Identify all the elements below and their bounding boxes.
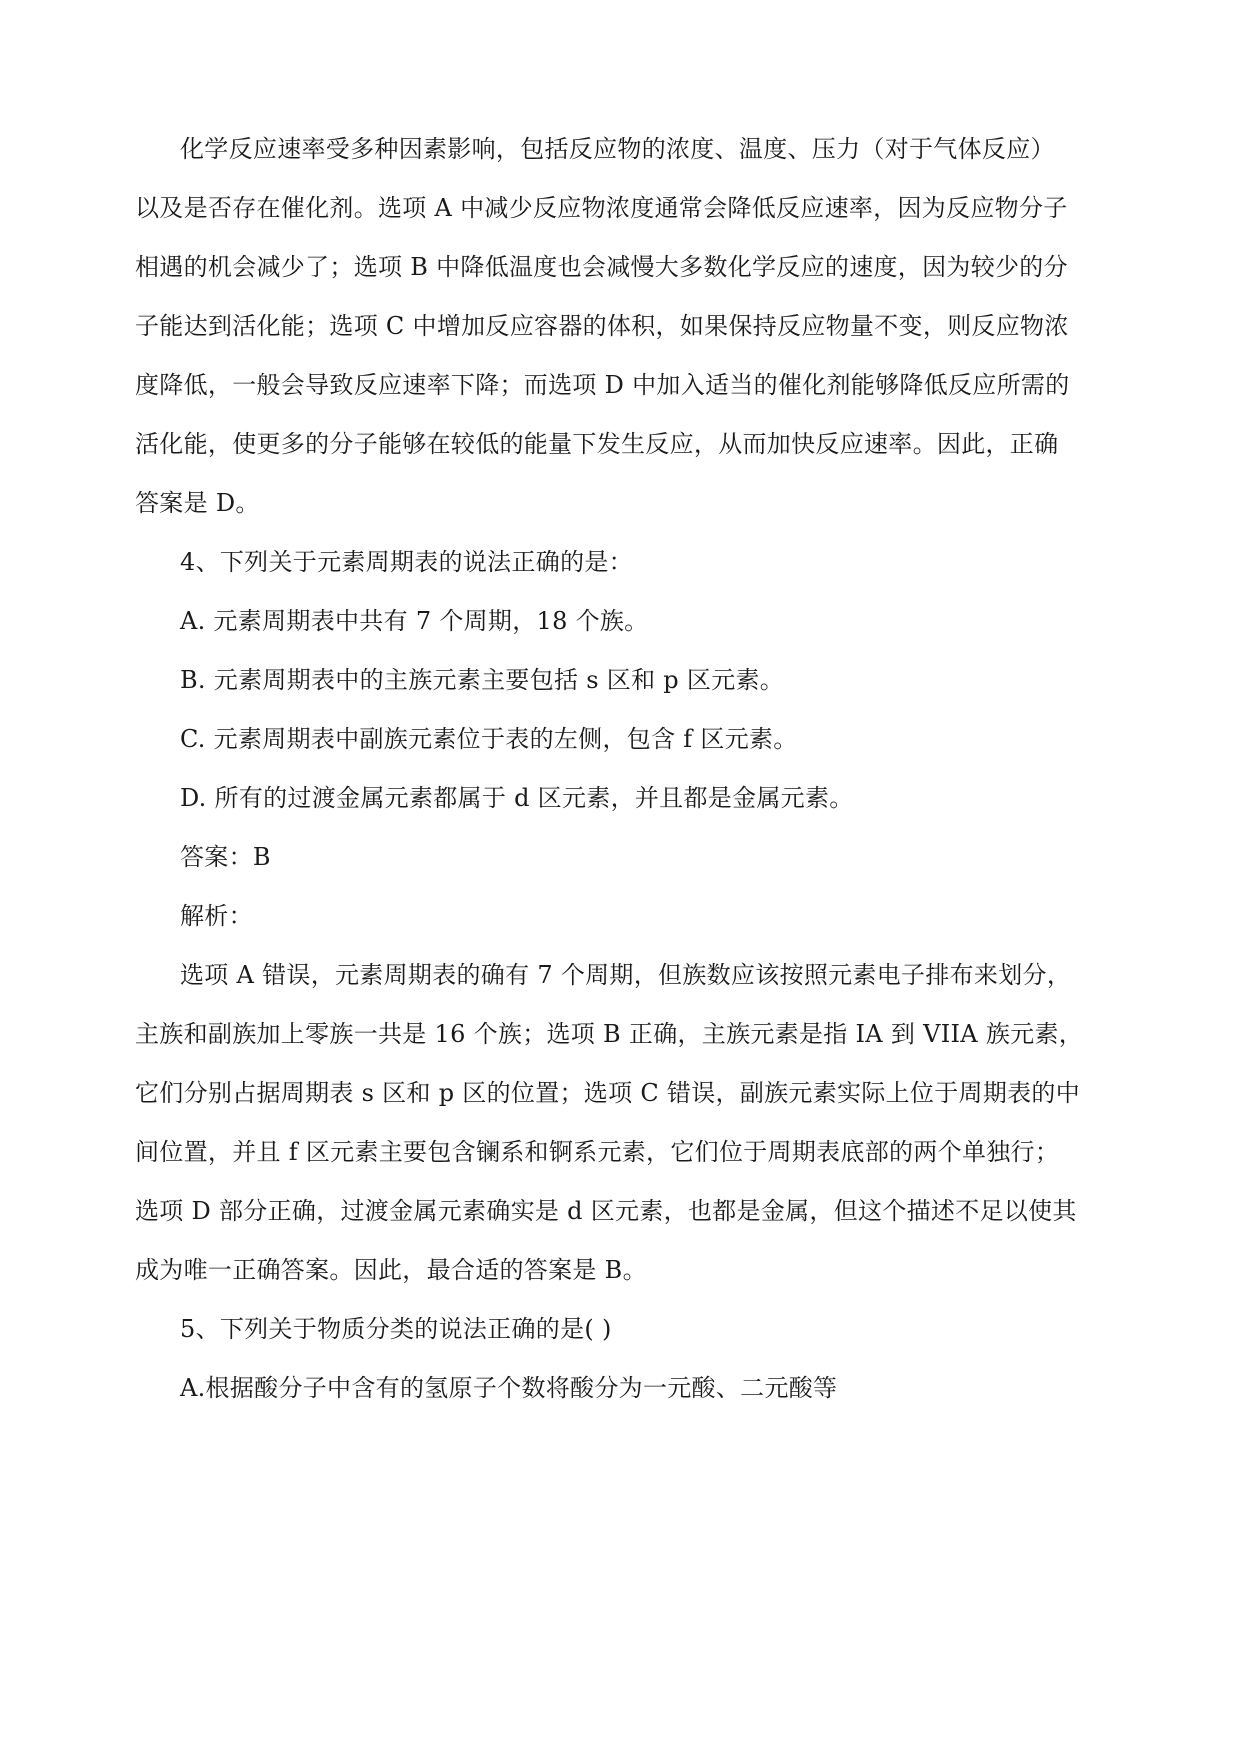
analysis-line: 它们分别占据周期表 s 区和 p 区的位置；选项 C 错误，副族元素实际上位于周期表的中 — [135, 1079, 1081, 1107]
question-5-option-a: A.根据酸分子中含有的氢原子个数将酸分为一元酸、二元酸等 — [180, 1374, 838, 1402]
question-5-title: 5、下列关于物质分类的说法正确的是( ) — [180, 1315, 612, 1343]
paragraph-line: 以及是否存在催化剂。选项 A 中减少反应物浓度通常会降低反应速率，因为反应物分子 — [135, 194, 1068, 222]
analysis-line: 选项 D 部分正确，过渡金属元素确实是 d 区元素，也都是金属，但这个描述不足以使其 — [135, 1197, 1077, 1225]
paragraph-line: 子能达到活化能；选项 C 中增加反应容器的体积，如果保持反应物量不变，则反应物浓 — [135, 312, 1069, 340]
paragraph-line: 相遇的机会减少了；选项 B 中降低温度也会减慢大多数化学反应的速度，因为较少的分 — [135, 253, 1068, 281]
question-4-answer: 答案：B — [180, 843, 271, 871]
analysis-line: 间位置，并且 f 区元素主要包含镧系和锕系元素，它们位于周期表底部的两个单独行； — [135, 1138, 1060, 1166]
analysis-line: 选项 A 错误，元素周期表的确有 7 个周期，但族数应该按照元素电子排布来划分， — [180, 961, 1072, 989]
paragraph-line: 度降低，一般会导致反应速率下降；而选项 D 中加入适当的催化剂能够降低反应所需的 — [135, 371, 1070, 399]
paragraph-line: 活化能，使更多的分子能够在较低的能量下发生反应，从而加快反应速率。因此，正确 — [135, 430, 1059, 458]
question-4-option-a: A. 元素周期表中共有 7 个周期，18 个族。 — [180, 607, 649, 635]
question-4-analysis-label: 解析： — [180, 902, 253, 930]
analysis-line: 主族和副族加上零族一共是 16 个族；选项 B 正确，主族元素是指 IA 到 VIIA 族元素， — [135, 1020, 1084, 1048]
paragraph-line: 答案是 D。 — [135, 489, 260, 517]
paragraph-line: 化学反应速率受多种因素影响，包括反应物的浓度、温度、压力（对于气体反应） — [180, 135, 1055, 163]
analysis-line: 成为唯一正确答案。因此，最合适的答案是 B。 — [135, 1256, 647, 1284]
question-4-option-b: B. 元素周期表中的主族元素主要包括 s 区和 p 区元素。 — [180, 666, 785, 694]
question-4-option-d: D. 所有的过渡金属元素都属于 d 区元素，并且都是金属元素。 — [180, 784, 854, 812]
question-4-title: 4、下列关于元素周期表的说法正确的是： — [180, 548, 633, 576]
question-4-option-c: C. 元素周期表中副族元素位于表的左侧，包含 f 区元素。 — [180, 725, 798, 753]
